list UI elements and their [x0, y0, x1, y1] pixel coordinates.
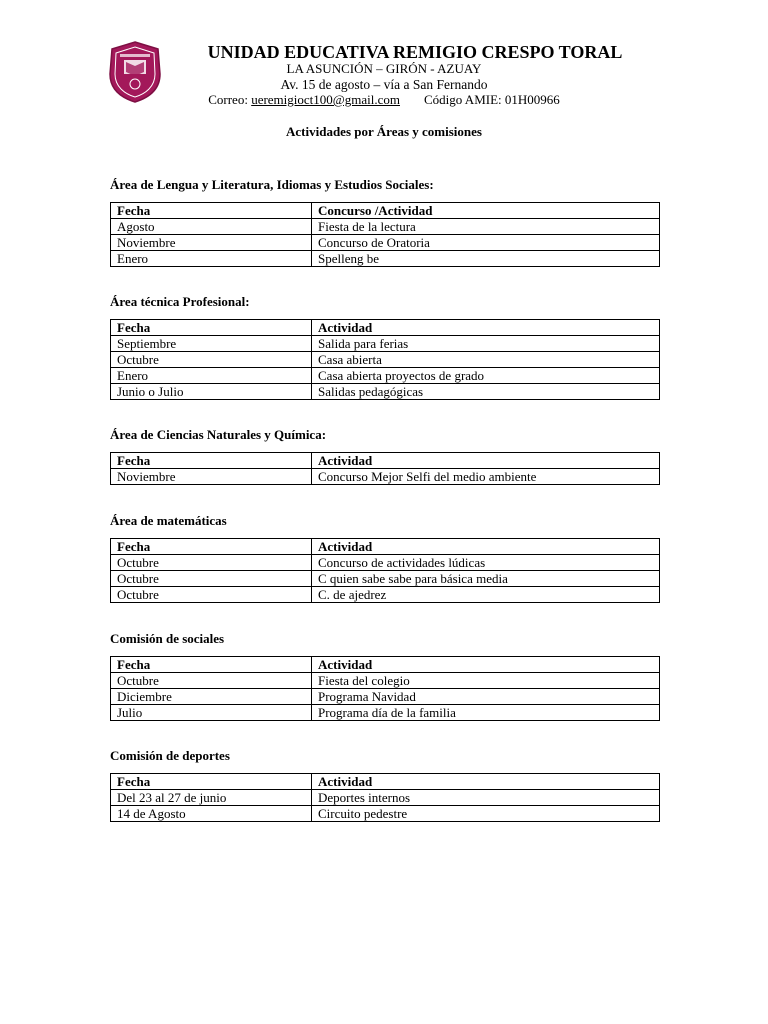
section-title: Comisión de deportes [110, 748, 230, 763]
section-comision-deportes [110, 748, 659, 822]
cell-fecha: Julio [111, 705, 312, 721]
document-title: Actividades por Áreas y comisiones [286, 124, 482, 139]
column-header-actividad: Actividad [312, 657, 660, 673]
table-row [111, 235, 660, 251]
section-lengua [110, 177, 659, 267]
cell-fecha: Octubre [111, 555, 312, 571]
column-header-fecha: Fecha [111, 774, 312, 790]
column-header-actividad: Actividad [312, 453, 660, 469]
column-header-fecha: Fecha [111, 453, 312, 469]
table-header-row [111, 320, 660, 336]
activity-table [110, 452, 660, 485]
cell-fecha: Octubre [111, 571, 312, 587]
table-row [111, 571, 660, 587]
table-row [111, 352, 660, 368]
activity-table [110, 319, 660, 400]
cell-fecha: Septiembre [111, 336, 312, 352]
cell-actividad: Salida para ferias [312, 336, 660, 352]
column-header-actividad: Actividad [312, 539, 660, 555]
cell-fecha: Diciembre [111, 689, 312, 705]
cell-actividad: Salidas pedagógicas [312, 384, 660, 400]
column-header-actividad: Concurso /Actividad [312, 203, 660, 219]
cell-fecha: Del 23 al 27 de junio [111, 790, 312, 806]
cell-actividad: Concurso de Oratoria [312, 235, 660, 251]
cell-actividad: C. de ajedrez [312, 587, 660, 603]
cell-fecha: Octubre [111, 587, 312, 603]
table-header-row [111, 539, 660, 555]
section-title: Área técnica Profesional: [110, 294, 250, 309]
table-row [111, 384, 660, 400]
cell-fecha: Noviembre [111, 469, 312, 485]
table-row [111, 219, 660, 235]
table-header-row [111, 657, 660, 673]
letterhead [0, 0, 768, 110]
cell-actividad: Circuito pedestre [312, 806, 660, 822]
table-row [111, 251, 660, 267]
cell-fecha: Agosto [111, 219, 312, 235]
column-header-fecha: Fecha [111, 203, 312, 219]
school-address: Av. 15 de agosto – vía a San Fernando [280, 77, 488, 92]
cell-actividad: Fiesta del colegio [312, 673, 660, 689]
table-row [111, 705, 660, 721]
column-header-fecha: Fecha [111, 657, 312, 673]
column-header-fecha: Fecha [111, 320, 312, 336]
cell-actividad: Casa abierta [312, 352, 660, 368]
table-row [111, 336, 660, 352]
table-row [111, 689, 660, 705]
column-header-actividad: Actividad [312, 774, 660, 790]
section-title: Comisión de sociales [110, 631, 225, 646]
email-label: Correo: [208, 92, 252, 107]
cell-actividad: Casa abierta proyectos de grado [312, 368, 660, 384]
table-row [111, 469, 660, 485]
section-title: Área de matemáticas [110, 513, 227, 528]
cell-fecha: Enero [111, 368, 312, 384]
section-tecnica [110, 294, 659, 400]
table-header-row [111, 203, 660, 219]
school-name: UNIDAD EDUCATIVA REMIGIO CRESPO TORAL [207, 42, 623, 62]
cell-fecha: Octubre [111, 352, 312, 368]
cell-fecha: Noviembre [111, 235, 312, 251]
cell-fecha: 14 de Agosto [111, 806, 312, 822]
table-header-row [111, 453, 660, 469]
section-matematicas [110, 513, 659, 603]
section-title: Área de Ciencias Naturales y Química: [110, 427, 327, 442]
section-ciencias [110, 427, 659, 485]
table-row [111, 587, 660, 603]
cell-actividad: Programa día de la familia [312, 705, 660, 721]
cell-actividad: Concurso Mejor Selfi del medio ambiente [312, 469, 660, 485]
cell-fecha: Enero [111, 251, 312, 267]
table-row [111, 806, 660, 822]
cell-actividad: Concurso de actividades lúdicas [312, 555, 660, 571]
activity-table [110, 773, 660, 822]
activity-table [110, 538, 660, 603]
table-row [111, 790, 660, 806]
cell-actividad: Fiesta de la lectura [312, 219, 660, 235]
activity-table [110, 202, 660, 267]
amie-code: Código AMIE: 01H00966 [423, 92, 560, 107]
table-row [111, 368, 660, 384]
table-header-row [111, 774, 660, 790]
cell-actividad: C quien sabe sabe para básica media [312, 571, 660, 587]
school-location: LA ASUNCIÓN – GIRÓN - AZUAY [286, 61, 482, 76]
activity-table [110, 656, 660, 721]
column-header-actividad: Actividad [312, 320, 660, 336]
cell-actividad: Spelleng be [312, 251, 660, 267]
section-comision-sociales [110, 631, 659, 721]
cell-fecha: Junio o Julio [111, 384, 312, 400]
column-header-fecha: Fecha [111, 539, 312, 555]
table-row [111, 673, 660, 689]
email-link[interactable]: ueremigioct100@gmail.com [251, 92, 400, 107]
cell-actividad: Programa Navidad [312, 689, 660, 705]
section-title: Área de Lengua y Literatura, Idiomas y Estudios Sociales: [110, 177, 434, 192]
contact-line [140, 92, 628, 108]
cell-fecha: Octubre [111, 673, 312, 689]
cell-actividad: Deportes internos [312, 790, 660, 806]
table-row [111, 555, 660, 571]
